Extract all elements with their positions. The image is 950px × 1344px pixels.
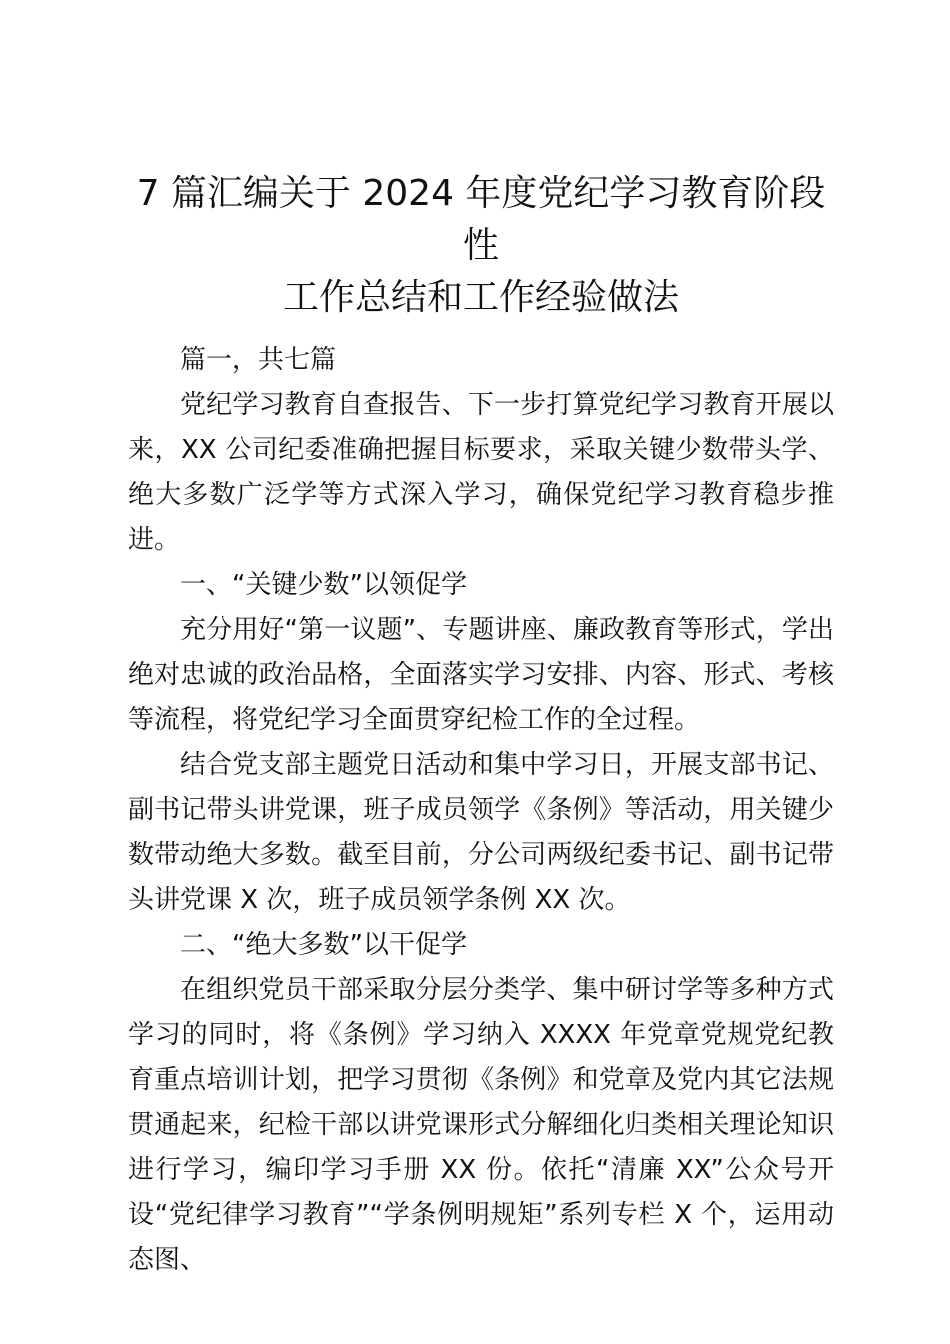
document-title-line-2: 工作总结和工作经验做法: [282, 277, 679, 318]
body-paragraph-intro: 党纪学习教育自查报告、下一步打算党纪学习教育开展以来，XX 公司纪委准确把握目标要求，采取关键少数带头学、绝大多数广泛学等方式深入学习，确保党纪学习教育稳步推进。: [128, 390, 834, 555]
body-paragraph-1: 充分用好“第一议题”、专题讲座、廉政教育等形式，学出绝对忠诚的政治品格，全面落实学习安排、内容、形式、考核等流程，将党纪学习全面贯穿纪检工作的全过程。: [128, 615, 834, 735]
section-heading-2: 二、“绝大多数”以干促学: [180, 930, 467, 960]
document-title: [128, 168, 834, 324]
section-heading-1: 一、“关键少数”以领促学: [180, 570, 467, 600]
body-paragraph-3: 在组织党员干部采取分层分类学、集中研讨学等多种方式学习的同时，将《条例》学习纳入 XXXX 年党章党规党纪教育重点培训计划，把学习贯彻《条例》和党章及党内其它法规贯通起来，纪检干部以讲党课形式分解细化归类相关理论知识进行学习，编印学习手册 XX 份。依托“清廉 XX”公众号开设“党纪律学习教育”“学条例明规矩”系列专栏 X 个，运用动态图、: [128, 975, 834, 1275]
chapter-label: 篇一，共七篇: [180, 345, 337, 375]
document-body: [128, 168, 834, 1283]
document-title-line-1: 7 篇汇编关于 2024 年度党纪学习教育阶段性: [136, 173, 826, 266]
body-paragraph-2: 结合党支部主题党日活动和集中学习日，开展支部书记、副书记带头讲党课，班子成员领学《条例》等活动，用关键少数带动绝大多数。截至目前，分公司两级纪委书记、副书记带头讲党课 X 次，班子成员领学条例 XX 次。: [128, 750, 834, 915]
